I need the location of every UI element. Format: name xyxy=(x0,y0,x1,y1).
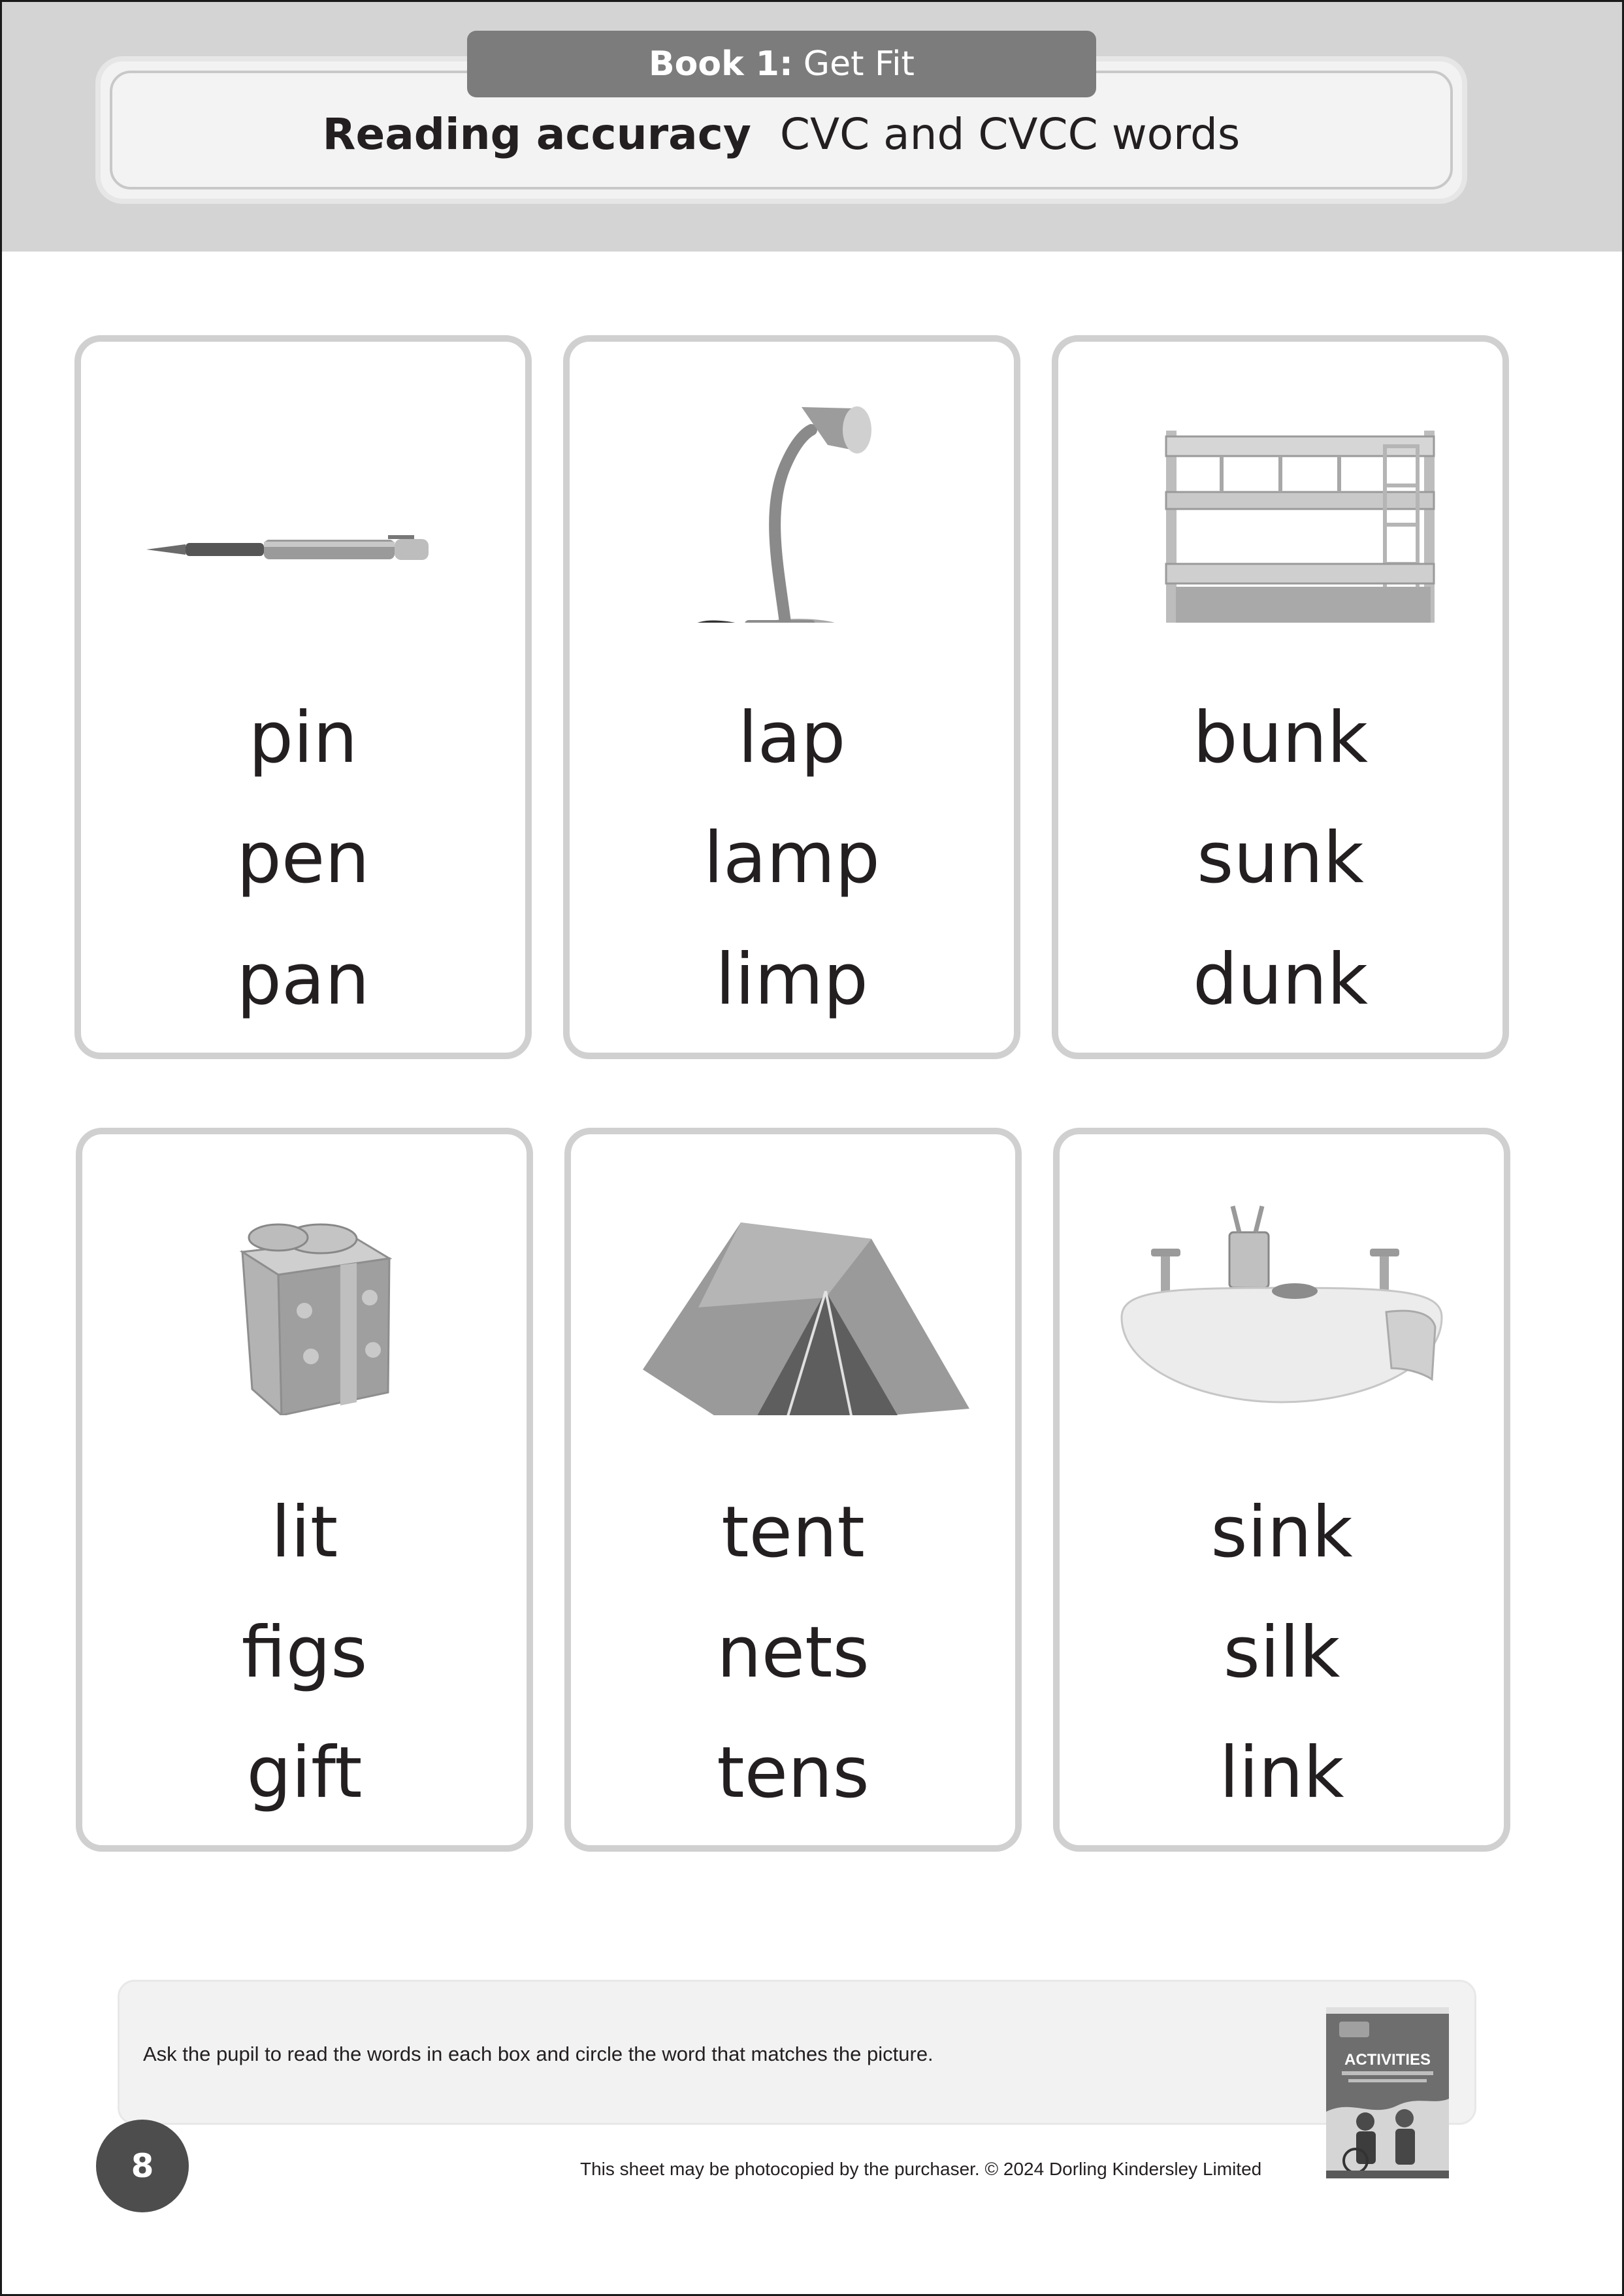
activities-book-cover xyxy=(1326,2007,1449,2178)
tent-image xyxy=(571,1160,1015,1415)
instruction-box xyxy=(118,1980,1476,2125)
word-tens: tens xyxy=(717,1732,869,1814)
word-figs: figs xyxy=(241,1612,368,1694)
book-tab xyxy=(467,31,1096,97)
page-number: 8 xyxy=(96,2120,189,2212)
instruction-text: Ask the pupil to read the words in each box and circle the word that matches the picture. xyxy=(143,2042,934,2065)
word-sink: sink xyxy=(1210,1492,1353,1573)
word-gift: gift xyxy=(246,1732,363,1814)
pen-image xyxy=(81,368,525,623)
word-pan: pan xyxy=(236,939,370,1021)
book-title: Get Fit xyxy=(803,44,915,84)
word-lit: lit xyxy=(270,1492,338,1573)
word-nets: nets xyxy=(717,1612,869,1694)
book-label: Book 1: xyxy=(649,44,793,84)
bunk-bed-image xyxy=(1058,368,1502,623)
word-sunk: sunk xyxy=(1197,817,1364,899)
word-limp: limp xyxy=(715,939,868,1021)
page-title-bold: Reading accuracy xyxy=(322,108,751,159)
word-link: link xyxy=(1219,1732,1344,1814)
copyright-notice: This sheet may be photocopied by the purchaser. © 2024 Dorling Kindersley Limited xyxy=(580,2159,1262,2179)
word-silk: silk xyxy=(1223,1612,1340,1694)
cover-title: ACTIVITIES xyxy=(1344,2051,1431,2069)
word-tent: tent xyxy=(721,1492,865,1573)
page-title-subtitle: CVC and CVCC words xyxy=(779,108,1241,159)
gift-image xyxy=(82,1160,527,1415)
page-title xyxy=(95,98,1467,170)
word-lamp: lamp xyxy=(704,817,880,899)
word-pen: pen xyxy=(236,817,370,899)
word-pin: pin xyxy=(248,697,358,779)
lamp-image xyxy=(570,368,1014,623)
sink-image xyxy=(1060,1160,1504,1415)
word-bunk: bunk xyxy=(1193,697,1368,779)
word-lap: lap xyxy=(738,697,846,779)
word-dunk: dunk xyxy=(1193,939,1368,1021)
